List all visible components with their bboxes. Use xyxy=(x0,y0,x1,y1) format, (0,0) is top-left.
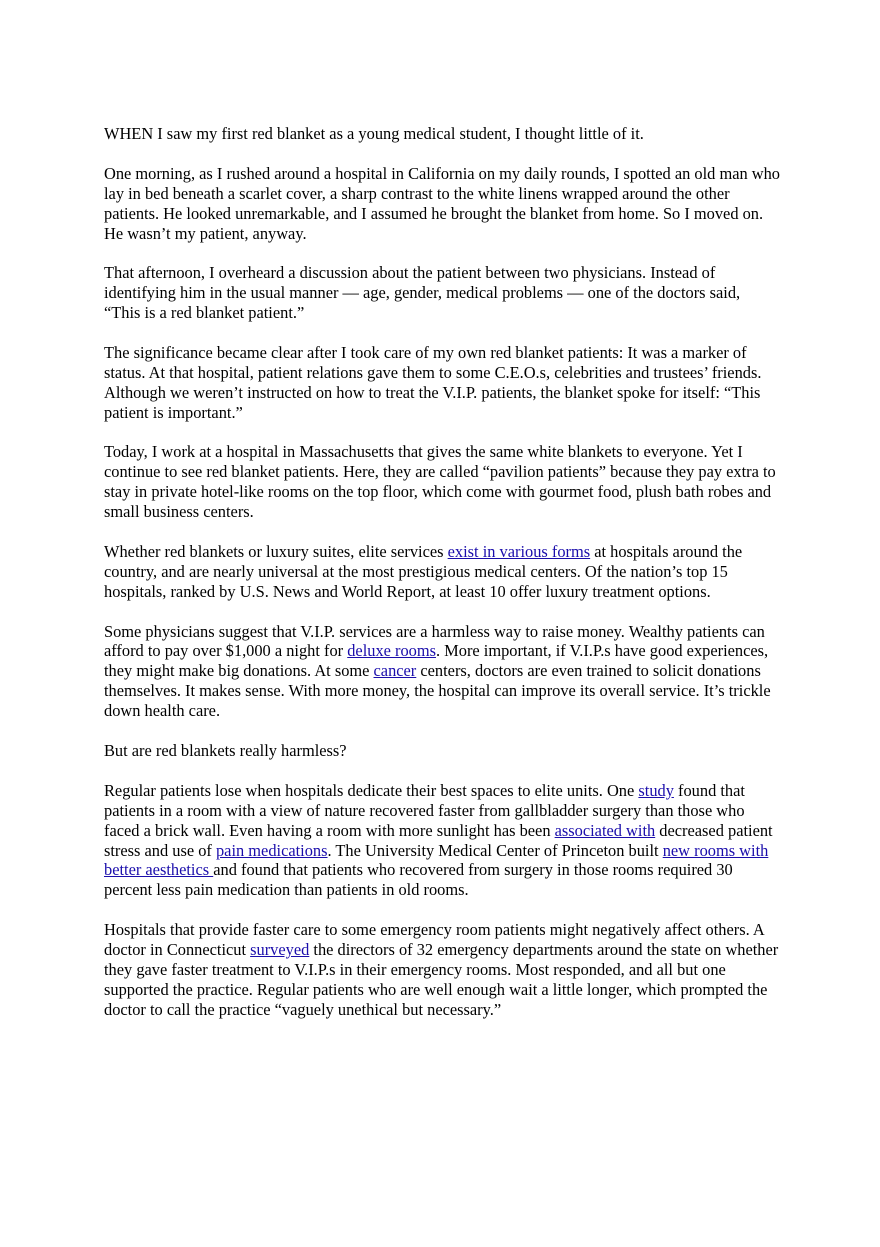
inline-link[interactable]: pain medications xyxy=(215,840,328,860)
paragraph-text: centers, doctors are even trained to solicit donations themselves. It makes sense. With more money, the hospital can improve its overall service. It’s trickle down health care. xyxy=(104,661,771,721)
paragraph-text: WHEN I saw my first red blanket as a young medical student, I thought little of it. xyxy=(104,124,644,143)
paragraph-text: the directors of 32 emergency departments around the state on whether they gave faster treatment to V.I.P.s in their emergency rooms. Most responded, and all but one supported the practice. Regular patients who are well enough wait a little longer, which prompted the doctor to call the practice “vaguely unethical but necessary.” xyxy=(104,940,779,1019)
paragraph-text: at hospitals around the country, and are nearly universal at the most prestigious medical centers. Of the nation’s top 15 hospitals, ranked by U.S. News and World Report, at least 10 offer luxury treatment options. xyxy=(104,541,743,601)
inline-link[interactable]: exist in various forms xyxy=(447,541,591,561)
paragraph xyxy=(104,164,780,244)
paragraph-text: Today, I work at a hospital in Massachusetts that gives the same white blankets to everyone. Yet I continue to see red blanket patients. Here, they are called “pavilion patients” because they pay extra to stay in private hotel-like rooms on the top floor, which come with gourmet food, plush bath robes and small business centers. xyxy=(104,442,776,522)
paragraph-text: Whether red blankets or luxury suites, elite services xyxy=(104,541,448,561)
inline-link[interactable]: deluxe rooms xyxy=(347,641,436,661)
paragraph xyxy=(104,920,780,1020)
paragraph-text: Regular patients lose when hospitals dedicate their best spaces to elite units. One xyxy=(104,780,639,800)
paragraph xyxy=(104,781,780,900)
paragraph-text: Hospitals that provide faster care to some emergency room patients might negatively affect others. A doctor in Connecticut xyxy=(104,920,764,960)
inline-link[interactable]: cancer xyxy=(373,661,417,681)
paragraph-text: found that patients in a room with a view of nature recovered faster from gallbladder surgery than those who faced a brick wall. Even having a room with more sunlight has been xyxy=(104,780,745,840)
paragraph-text: Some physicians suggest that V.I.P. services are a harmless way to raise money. Wealthy patients can afford to pay over $1,000 a night for xyxy=(104,621,765,661)
paragraph-text: But are red blankets really harmless? xyxy=(104,740,347,760)
paragraph xyxy=(104,124,780,144)
article-body xyxy=(104,124,780,1020)
inline-link[interactable]: associated with xyxy=(554,820,656,840)
paragraph xyxy=(104,542,780,602)
paragraph-text: and found that patients who recovered from surgery in those rooms required 30 percent less pain medication than patients in old rooms. xyxy=(104,860,733,900)
paragraph xyxy=(104,442,780,522)
paragraph-text: The significance became clear after I took care of my own red blanket patients: It was a marker of status. At that hospital, patient relations gave them to some C.E.O.s, celebrities and trustees’ friends. Although we weren’t instructed on how to treat the V.I.P. patients, the blanket spoke for itself: “This patient is important.” xyxy=(104,342,762,422)
paragraph xyxy=(104,741,780,761)
paragraph xyxy=(104,343,780,423)
inline-link[interactable]: new rooms with better aesthetics xyxy=(104,840,769,880)
inline-link[interactable]: study xyxy=(638,780,674,800)
paragraph xyxy=(104,263,780,323)
inline-link[interactable]: surveyed xyxy=(250,940,310,960)
paragraph xyxy=(104,622,780,722)
paragraph-text: That afternoon, I overheard a discussion about the patient between two physicians. Instead of identifying him in the usual manner — age, gender, medical problems — one of the doctors said, “This is a red blanket patient.” xyxy=(104,263,741,323)
paragraph-text: decreased patient stress and use of xyxy=(104,820,773,860)
paragraph-text: . More important, if V.I.P.s have good experiences, they might make big donations. At some xyxy=(104,641,769,681)
paragraph-text: . The University Medical Center of Princeton built xyxy=(327,840,663,860)
paragraph-text: One morning, as I rushed around a hospital in California on my daily rounds, I spotted an old man who lay in bed beneath a scarlet cover, a sharp contrast to the white linens wrapped around the other patients. He looked unremarkable, and I assumed he brought the blanket from home. So I moved on. He wasn’t my patient, anyway. xyxy=(104,163,780,243)
